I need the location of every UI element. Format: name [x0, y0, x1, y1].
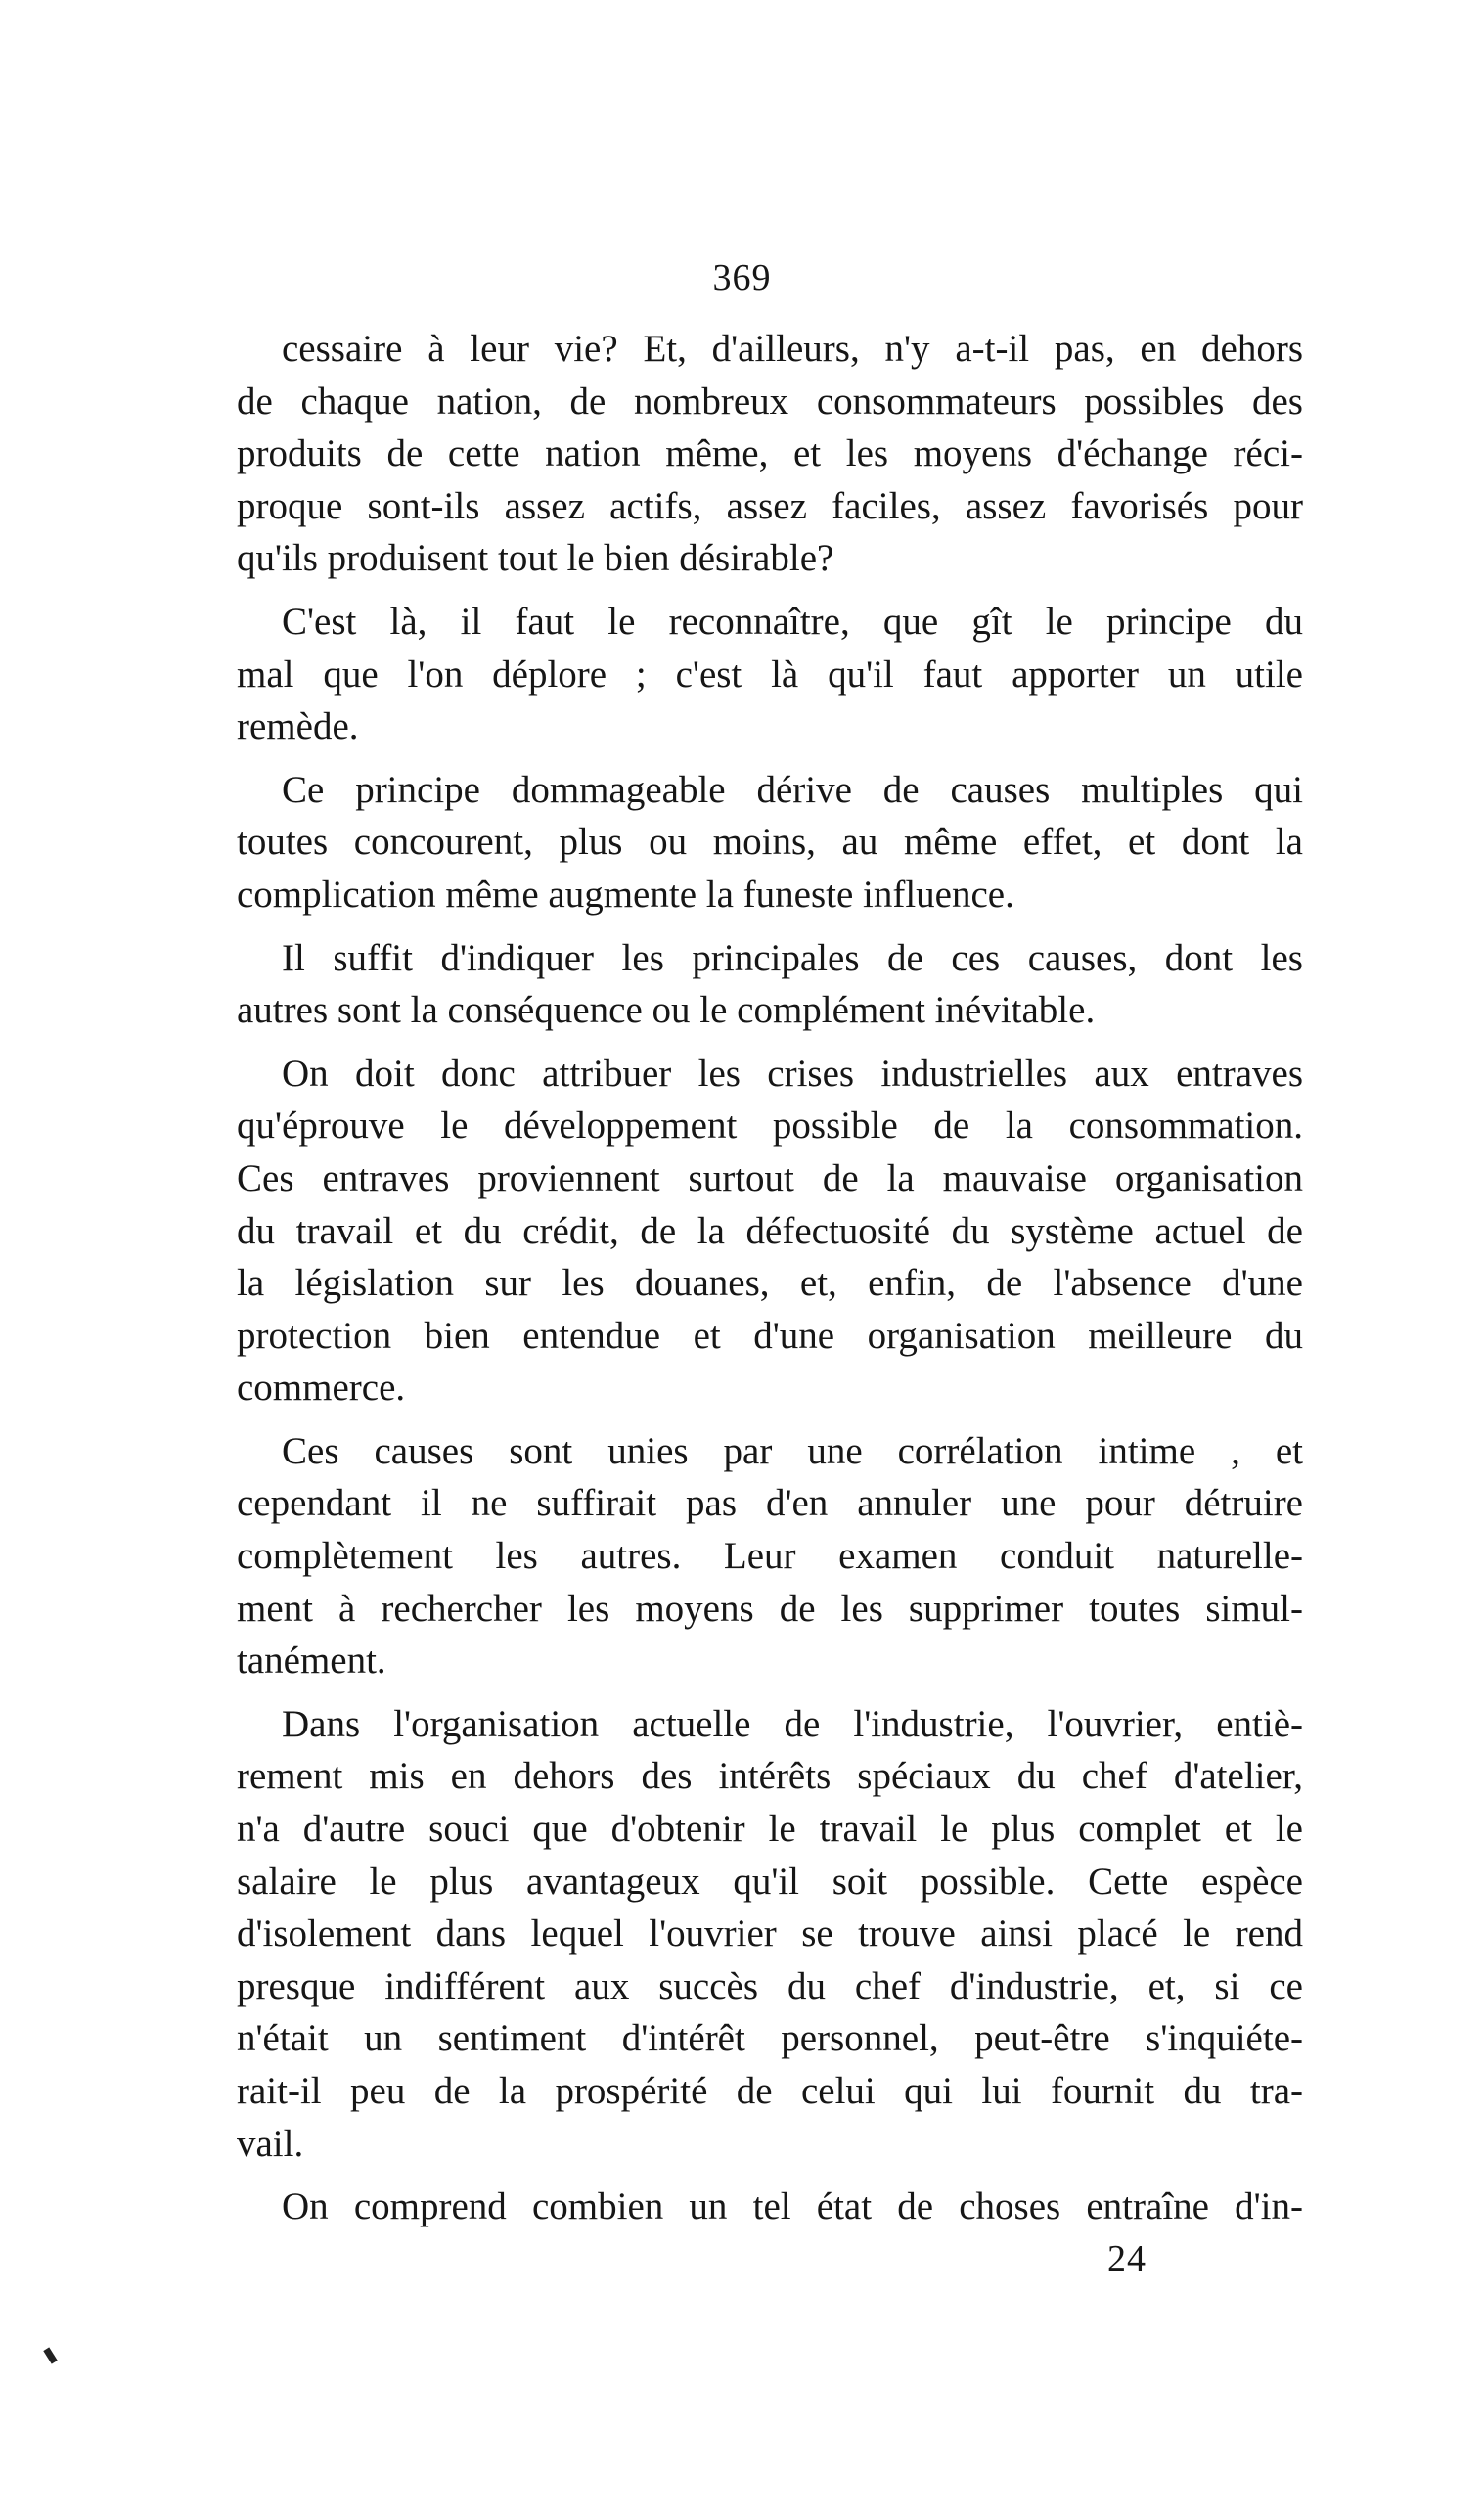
text-line: complètement les autres. Leur examen conduit naturelle-: [237, 1535, 1303, 1578]
text-line: du travail et du crédit, de la défectuosité du système actuel de: [237, 1209, 1303, 1252]
text-line: Ces entraves proviennent surtout de la mauvaise organisation: [237, 1156, 1303, 1199]
page-number: 369: [712, 257, 772, 298]
paragraph: [237, 1425, 1303, 1687]
text-line: n'a d'autre souci que d'obtenir le travail le plus complet et le: [237, 1808, 1303, 1851]
text-line: qu'éprouve le développement possible de la consommation.: [237, 1104, 1303, 1147]
text-line: Il suffit d'indiquer les principales de ces causes, dont les: [282, 936, 1303, 979]
ink-mark: [43, 2347, 57, 2363]
text-line: salaire le plus avantageux qu'il soit possible. Cette espèce: [237, 1860, 1303, 1903]
text-line: On comprend combien un tel état de choses entraîne d'in-: [282, 2185, 1303, 2228]
text-line: tanément.: [237, 1640, 386, 1683]
text-line: la législation sur les douanes, et, enfin, de l'absence d'une: [237, 1262, 1303, 1305]
text-line: de chaque nation, de nombreux consommateurs possibles des: [237, 380, 1303, 423]
paragraph: [237, 1048, 1303, 1415]
text-line: presque indifférent aux succès du chef d'industrie, et, si ce: [237, 1964, 1303, 2007]
signature-mark: 24: [1107, 2237, 1147, 2279]
text-line: autres sont la conséquence ou le complément inévitable.: [237, 989, 1096, 1032]
text-line: Dans l'organisation actuelle de l'industrie, l'ouvrier, entiè-: [282, 1702, 1303, 1745]
text-line: Ce principe dommageable dérive de causes multiples qui: [282, 768, 1303, 811]
text-line: On doit donc attribuer les crises industrielles aux entraves: [282, 1052, 1303, 1095]
text-line: cependant il ne suffirait pas d'en annuler une pour détruire: [237, 1482, 1303, 1525]
text-line: vail.: [237, 2122, 304, 2165]
body-text: [237, 323, 1303, 2244]
text-line: ment à rechercher les moyens de les supprimer toutes simul-: [237, 1587, 1303, 1630]
text-line: d'isolement dans lequel l'ouvrier se trouve ainsi placé le rend: [237, 1912, 1303, 1956]
text-line: rement mis en dehors des intérêts spéciaux du chef d'atelier,: [237, 1755, 1303, 1798]
paragraph: [237, 2181, 1303, 2233]
text-line: protection bien entendue et d'une organisation meilleure du: [237, 1314, 1303, 1357]
paragraph: [237, 764, 1303, 922]
text-line: complication même augmente la funeste influence.: [237, 873, 1014, 916]
text-line: toutes concourent, plus ou moins, au même effet, et dont la: [237, 821, 1303, 864]
paragraph: [237, 1698, 1303, 2170]
paragraph: [237, 932, 1303, 1037]
text-line: qu'ils produisent tout le bien désirable?: [237, 537, 834, 580]
text-line: n'était un sentiment d'intérêt personnel, peut-être s'inquiéte-: [237, 2017, 1303, 2060]
paragraph: [237, 323, 1303, 585]
text-line: cessaire à leur vie? Et, d'ailleurs, n'y a-t-il pas, en dehors: [282, 328, 1303, 370]
text-line: proque sont-ils assez actifs, assez faciles, assez favorisés pour: [237, 484, 1303, 527]
text-line: C'est là, il faut le reconnaître, que gît le principe du: [282, 600, 1303, 643]
text-line: rait-il peu de la prospérité de celui qui lui fournit du tra-: [237, 2070, 1303, 2112]
text-line: remède.: [237, 705, 359, 748]
text-line: mal que l'on déplore ; c'est là qu'il faut apporter un utile: [237, 652, 1303, 696]
text-line: produits de cette nation même, et les moyens d'échange réci-: [237, 432, 1303, 475]
text-line: commerce.: [237, 1367, 406, 1410]
text-line: Ces causes sont unies par une corrélation intime , et: [282, 1429, 1303, 1472]
paragraph: [237, 596, 1303, 753]
